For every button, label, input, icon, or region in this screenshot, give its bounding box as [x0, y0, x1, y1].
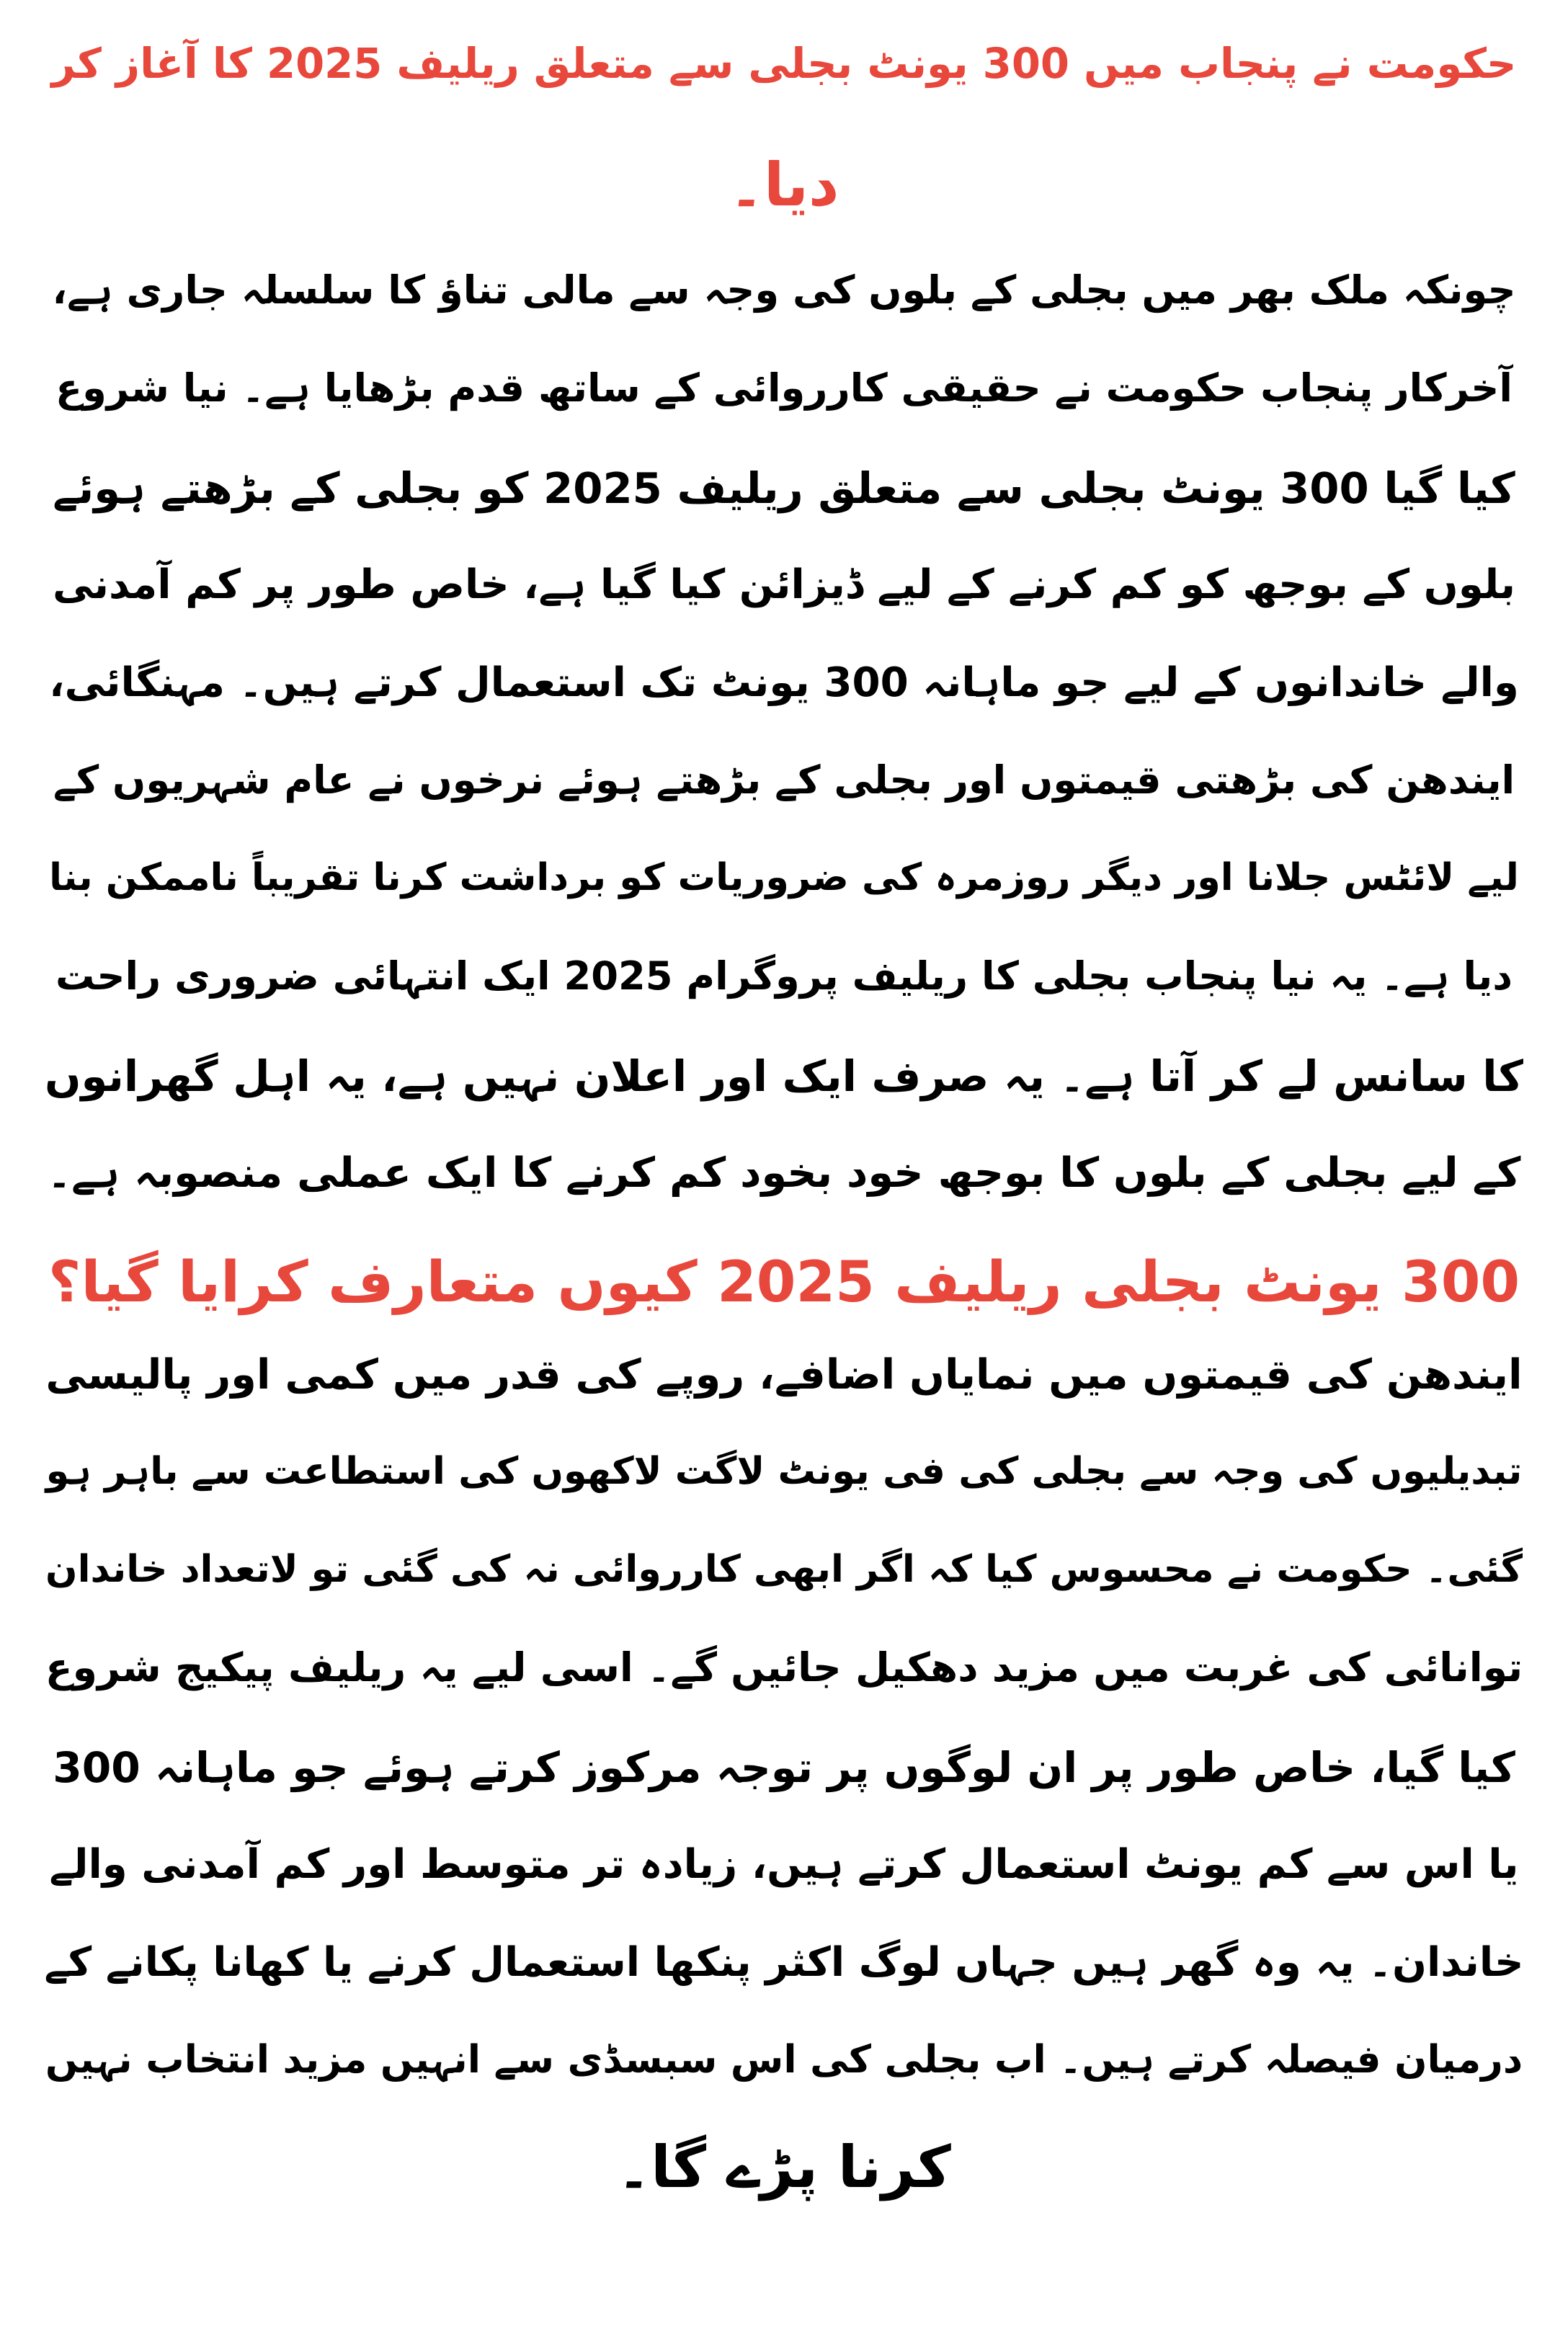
paragraph1-line-2: آخرکار پنجاب حکومت نے حقیقی کارروائی کے ساتھ قدم بڑھایا ہے۔ نیا شروع [55, 365, 1513, 411]
paragraph1-line-3: کیا گیا 300 یونٹ بجلی سے متعلق ریلیف 2025 کو بجلی کے بڑھتے ہوئے [53, 463, 1515, 513]
paragraph2-line-3: گئی۔ حکومت نے محسوس کیا کہ اگر ابھی کارروائی نہ کی گئی تو لاتعداد خاندان [45, 1548, 1523, 1591]
paragraph1-line-5: والے خاندانوں کے لیے جو ماہانہ 300 یونٹ تک استعمال کرتے ہیں۔ مہنگائی، [49, 659, 1519, 706]
article-title-line-2: دیا۔ [729, 151, 839, 220]
paragraph1-line-6: ایندھن کی بڑھتی قیمتوں اور بجلی کے بڑھتے ہوئے نرخوں نے عام شہریوں کے [53, 757, 1515, 803]
paragraph1-line-9: کا سانس لے کر آتا ہے۔ یہ صرف ایک اور اعلان نہیں ہے، یہ اہل گھرانوں [44, 1051, 1524, 1101]
paragraph2-line-6: یا اس سے کم یونٹ استعمال کرتے ہیں، زیادہ تر متوسط اور کم آمدنی والے [49, 1841, 1519, 1888]
paragraph1-line-4: بلوں کے بوجھ کو کم کرنے کے لیے ڈیزائن کیا گیا ہے، خاص طور پر کم آمدنی [52, 561, 1516, 608]
paragraph1-line-10: کے لیے بجلی کے بلوں کا بوجھ خود بخود کم کرنے کا ایک عملی منصوبہ ہے۔ [47, 1149, 1521, 1197]
paragraph2-line-5: کیا گیا، خاص طور پر ان لوگوں پر توجہ مرکوز کرتے ہوئے جو ماہانہ 300 [53, 1743, 1515, 1792]
section-subheading: 300 یونٹ بجلی ریلیف 2025 کیوں متعارف کرایا گیا؟ [48, 1249, 1520, 1315]
paragraph2-line-7: خاندان۔ یہ وہ گھر ہیں جہاں لوگ اکثر پنکھا استعمال کرنے یا کھانا پکانے کے [44, 1939, 1524, 1986]
article-title-line-1: حکومت نے پنجاب میں 300 یونٹ بجلی سے متعلق ریلیف 2025 کا آغاز کر [51, 40, 1517, 88]
paragraph1-line-8: دیا ہے۔ یہ نیا پنجاب بجلی کا ریلیف پروگرام 2025 ایک انتہائی ضروری راحت [55, 953, 1513, 999]
paragraph2-line-9: کرنا پڑے گا۔ [617, 2134, 951, 2201]
paragraph2-line-1: ایندھن کی قیمتوں میں نمایاں اضافے، روپے کی قدر میں کمی اور پالیسی [45, 1351, 1523, 1399]
paragraph2-line-8: درمیان فیصلہ کرتے ہیں۔ اب بجلی کی اس سبسڈی سے انہیں مزید انتخاب نہیں [45, 2037, 1523, 2082]
paragraph1-line-7: لیے لائٹس جلانا اور دیگر روزمرہ کی ضروریات کو برداشت کرنا تقریباً ناممکن بنا [49, 856, 1519, 899]
paragraph2-line-2: تبدیلیوں کی وجہ سے بجلی کی فی یونٹ لاگت لاکھوں کی استطاعت سے باہر ہو [45, 1450, 1523, 1493]
paragraph1-line-1: چونکہ ملک بھر میں بجلی کے بلوں کی وجہ سے مالی تناؤ کا سلسلہ جاری ہے، [52, 267, 1516, 313]
paragraph2-line-4: توانائی کی غربت میں مزید دھکیل جائیں گے۔ اسی لیے یہ ریلیف پیکیج شروع [45, 1645, 1523, 1691]
